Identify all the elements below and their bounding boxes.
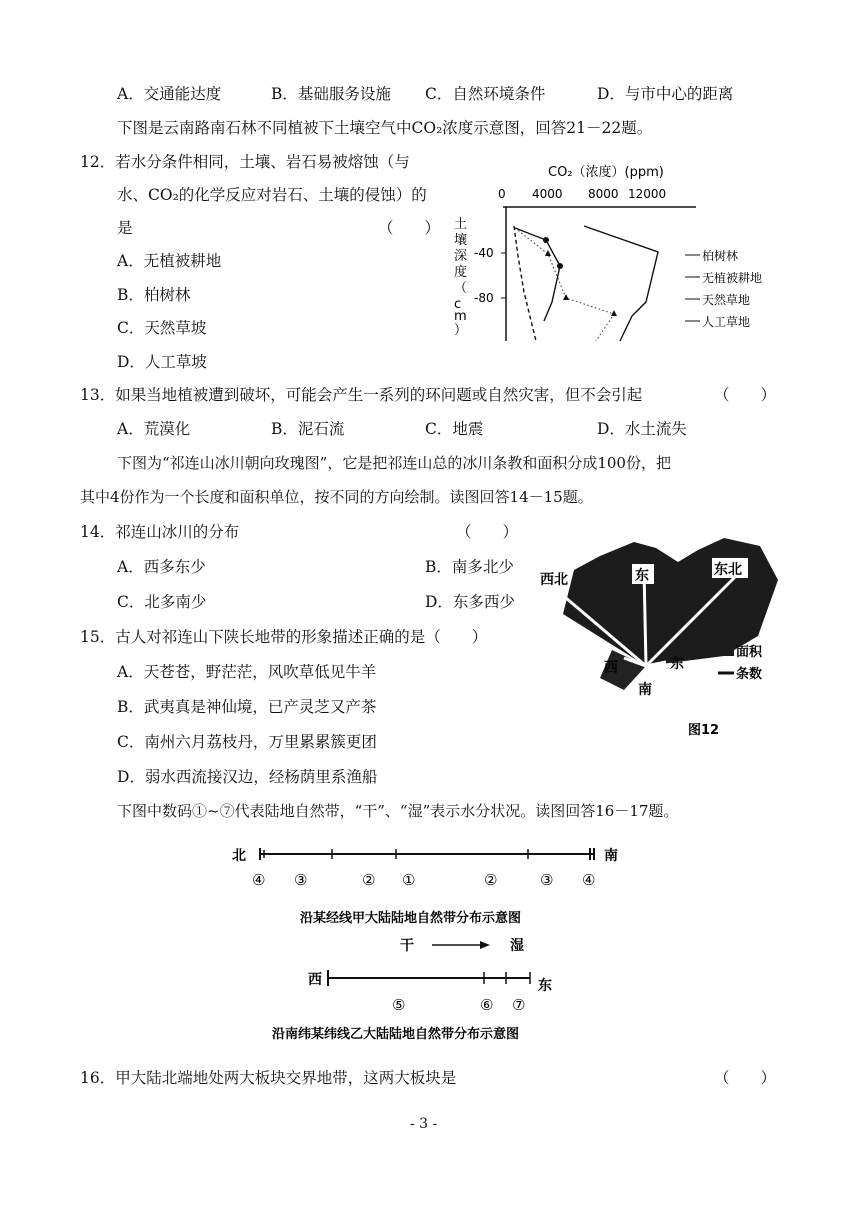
q15-option-c: C．南州六月荔枝丹，万里累累簇更团 xyxy=(117,733,377,751)
zone2-label: ⑦ xyxy=(512,996,526,1014)
intro-glacier-line2: 其中4份作为一个长度和面积单位，按不同的方向绘制。读图回答14－15题。 xyxy=(80,488,593,506)
q14-option-a: A．西多东少 xyxy=(117,558,206,576)
q13-option-c: C．地震 xyxy=(425,420,484,438)
series-artificial-grass-line xyxy=(514,226,536,341)
co2-y-tick-40: -40 xyxy=(474,246,494,260)
co2-y-label-char: m xyxy=(454,309,467,324)
q15-option-a: A．天苍苍，野茫茫，风吹草低见牛羊 xyxy=(117,663,377,681)
rose-count-ray-e xyxy=(644,570,646,666)
rose-label-e: 东 xyxy=(670,656,684,672)
q11-option-b: B．基础服务设施 xyxy=(271,85,391,103)
intro-zones: 下图中数码①~⑦代表陆地自然带，“干”、“湿”表示水分状况。读图回答16－17题。 xyxy=(117,802,679,820)
co2-x-tick-12000: 12000 xyxy=(628,187,667,201)
q13-paren: （ ） xyxy=(714,386,777,404)
q12-paren: （ ） xyxy=(378,219,441,237)
co2-y-label xyxy=(454,216,467,338)
series-bare-farmland-point xyxy=(543,237,549,243)
q11-option-a: A．交通能达度 xyxy=(117,85,222,103)
q14-stem: 14．祁连山冰川的分布 xyxy=(80,523,240,541)
rose-label-ne: 东北 xyxy=(714,562,742,578)
q13-option-d: D．水土流失 xyxy=(597,420,687,438)
q12-option-b: B．柏树林 xyxy=(117,286,191,304)
rose-label-nw: 西北 xyxy=(540,572,568,588)
zone2-arrow-head xyxy=(480,941,490,949)
zone2-wet: 湿 xyxy=(510,938,524,954)
q14-option-d: D．东多西少 xyxy=(425,593,515,611)
legend-count-label: 条数 xyxy=(736,667,763,682)
co2-y-label-char: 度 xyxy=(454,265,468,280)
zone2-caption: 沿南纬某纬线乙大陆陆地自然带分布示意图 xyxy=(272,1027,520,1042)
co2-concentration-chart xyxy=(448,156,808,346)
q13-stem: 13．如果当地植被遭到破坏，可能会产生一系列的环问题或自然灾害，但不会引起 xyxy=(80,386,643,404)
q16-paren: （ ） xyxy=(714,1069,777,1087)
natural-zone-charts xyxy=(228,838,628,1048)
rose-label-w: 西 xyxy=(604,660,618,676)
zone1-north: 北 xyxy=(232,848,246,864)
series-natural-grass-line xyxy=(515,228,614,341)
zone1-label: ① xyxy=(402,871,416,889)
zone2-west: 西 xyxy=(308,972,322,988)
co2-x-tick-4000: 4000 xyxy=(532,187,563,201)
q12-stem-line2: 水、CO₂的化学反应对岩石、土壤的侵蚀）的 xyxy=(117,186,427,204)
page-number: - 3 - xyxy=(410,1116,438,1132)
q12-option-a: A．无植被耕地 xyxy=(117,252,222,270)
rose-caption: 图12 xyxy=(688,723,720,738)
co2-y-tick-80: -80 xyxy=(474,291,494,305)
zone1-label: ④ xyxy=(582,871,596,889)
series-natural-grass-point xyxy=(563,294,569,300)
rose-label-s: 南 xyxy=(638,682,652,698)
q12-stem-line1: 12．若水分条件相同，土壤、岩石易被熔蚀（与 xyxy=(80,153,410,171)
co2-chart-title: CO₂（浓度）(ppm) xyxy=(548,165,664,180)
zone1-caption: 沿某经线甲大陆陆地自然带分布示意图 xyxy=(300,911,522,926)
legend-cypress: 柏树林 xyxy=(702,249,739,263)
q16-stem: 16．甲大陆北端地处两大板块交界地带，这两大板块是 xyxy=(80,1069,457,1087)
zone2-east: 东 xyxy=(538,978,552,994)
zone2-label: ⑥ xyxy=(480,996,494,1014)
co2-y-label-char: ） xyxy=(454,323,468,338)
co2-x-tick-8000: 8000 xyxy=(588,187,619,201)
glacier-rose-chart xyxy=(528,518,798,740)
series-cypress-line xyxy=(584,226,658,341)
series-natural-grass-point xyxy=(611,310,617,316)
co2-legend xyxy=(685,248,762,329)
co2-x-tick-0: 0 xyxy=(498,187,506,201)
zone1-label: ② xyxy=(484,871,498,889)
zone2-dry: 干 xyxy=(400,938,414,954)
zone1-label: ② xyxy=(362,871,376,889)
series-natural-grass-point xyxy=(545,250,551,256)
legend-area-swatch xyxy=(718,648,734,656)
q14-option-c: C．北多南少 xyxy=(117,593,207,611)
co2-y-label-char: （ xyxy=(454,281,468,296)
legend-natural-grass: 天然草地 xyxy=(702,293,751,307)
zone2-label: ⑤ xyxy=(392,996,406,1014)
zone1-label: ③ xyxy=(540,871,554,889)
legend-bare-farmland: 无植被耕地 xyxy=(702,271,763,285)
q12-stem-line3: 是 xyxy=(117,219,133,237)
co2-y-label-char: c xyxy=(454,297,462,312)
q14-option-b: B．南多北少 xyxy=(425,558,514,576)
q13-option-a: A．荒漠化 xyxy=(117,420,191,438)
q13-option-b: B．泥石流 xyxy=(271,420,345,438)
q15-option-d: D．弱水西流接汉边，经杨荫里系渔船 xyxy=(117,768,378,786)
legend-artificial-grass: 人工草地 xyxy=(702,315,751,329)
q11-option-d: D．与市中心的距离 xyxy=(597,85,734,103)
q11-option-c: C．自然环境条件 xyxy=(425,85,546,103)
intro-glacier-line1: 下图为“祁连山冰川朝向玫瑰图”，它是把祁连山总的冰川条教和面积分成100份，把 xyxy=(117,454,671,472)
zone1-south: 南 xyxy=(604,848,618,864)
q12-option-d: D．人工草坡 xyxy=(117,353,207,371)
co2-y-label-char: 壤 xyxy=(454,233,468,248)
co2-y-label-char: 深 xyxy=(454,249,468,264)
zone1-label: ③ xyxy=(294,871,308,889)
co2-y-label-char: 土 xyxy=(454,217,468,232)
q14-paren: （ ） xyxy=(456,523,519,541)
intro-co2: 下图是云南路南石林不同植被下土壤空气中CO₂浓度示意图，回答21－22题。 xyxy=(117,119,653,137)
rose-label-e-top: 东 xyxy=(635,568,649,584)
series-bare-farmland-point xyxy=(557,263,563,269)
zone1-label: ④ xyxy=(252,871,266,889)
q12-option-c: C．天然草坡 xyxy=(117,319,207,337)
q15-option-b: B．武夷真是神仙境，已产灵芝又产茶 xyxy=(117,698,377,716)
q15-stem: 15．古人对祁连山下陕长地带的形象描述正确的是（ ） xyxy=(80,628,488,646)
legend-area-label: 面积 xyxy=(736,645,763,660)
